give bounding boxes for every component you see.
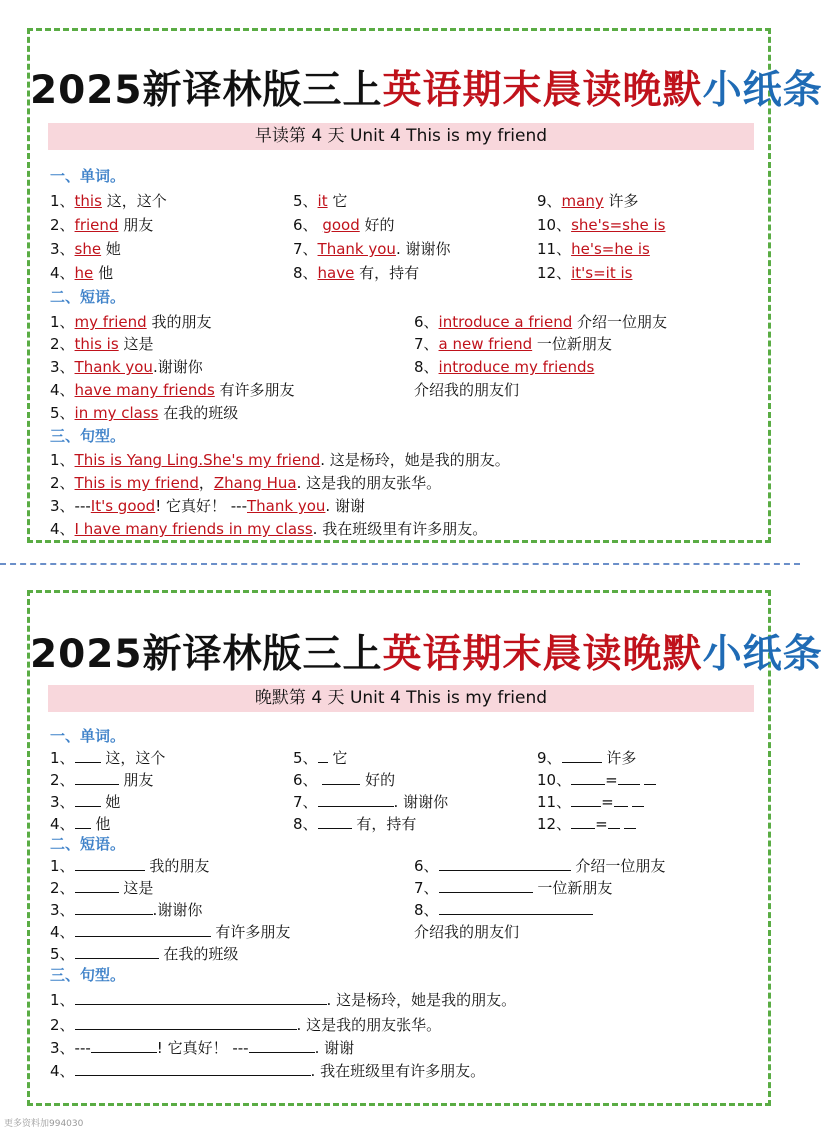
- phrase-blank-item: 4、 有许多朋友: [50, 923, 291, 941]
- sentence-item: 2、This is my friend，Zhang Hua. 这是我的朋友张华。: [50, 474, 442, 492]
- word-item: 7、Thank you. 谢谢你: [293, 240, 451, 258]
- phrase-item: 6、introduce a friend 介绍一位朋友: [414, 313, 668, 331]
- word-blank-item: 8、 有，持有: [293, 815, 417, 833]
- phrase-item: 1、my friend 我的朋友: [50, 313, 212, 331]
- section-phrases-heading: 二、短语。: [50, 835, 126, 853]
- evening-banner: 晚默第 4 天 Unit 4 This is my friend: [48, 685, 754, 712]
- word-item: 4、he 他: [50, 264, 114, 282]
- section-sentences-heading: 三、句型。: [50, 966, 126, 984]
- phrase-blank-item: 3、 .谢谢你: [50, 901, 203, 919]
- word-blank-item: 7、 . 谢谢你: [293, 793, 449, 811]
- phrase-blank-item: 5、 在我的班级: [50, 945, 239, 963]
- sentence-item: 4、I have many friends in my class. 我在班级里有许多朋友。: [50, 520, 488, 538]
- evening-card: [27, 590, 823, 1106]
- phrase-blank-item: 1、 我的朋友: [50, 857, 210, 875]
- phrase-item: 3、Thank you.谢谢你: [50, 358, 203, 376]
- word-item: 11、he's=he is: [537, 240, 650, 258]
- section-words-heading: 一、单词。: [50, 727, 126, 745]
- word-blank-item: 5、 它: [293, 749, 348, 767]
- word-blank-item: 1、 这，这个: [50, 749, 166, 767]
- word-blank-item: 2、 朋友: [50, 771, 154, 789]
- word-blank-item: 6、 好的: [293, 771, 396, 789]
- phrase-item: 8、introduce my friends: [414, 358, 595, 376]
- word-item: 3、she 她: [50, 240, 121, 258]
- sentence-item: 3、---It's good! 它真好！ ---Thank you. 谢谢: [50, 497, 365, 515]
- word-item: 6、 good 好的: [293, 216, 395, 234]
- word-blank-item: 11、 =: [537, 791, 644, 812]
- word-item: 1、this 这，这个: [50, 192, 167, 210]
- word-blank-item: 10、 =: [537, 769, 656, 790]
- morning-banner: 早读第 4 天 Unit 4 This is my friend: [48, 123, 754, 150]
- section-words-heading: 一、单词。: [50, 167, 126, 185]
- phrase-blank-item: 6、 介绍一位朋友: [414, 857, 666, 875]
- word-item: 12、it's=it is: [537, 264, 633, 282]
- phrase-item: 5、in my class 在我的班级: [50, 404, 239, 422]
- word-blank-item: 4、 他: [50, 815, 111, 833]
- word-item: 5、it 它: [293, 192, 348, 210]
- phrase-meaning: 介绍我的朋友们: [414, 381, 520, 399]
- word-item: 9、many 许多: [537, 192, 639, 210]
- morning-card: [27, 28, 823, 543]
- phrase-meaning: 介绍我的朋友们: [414, 923, 520, 941]
- phrase-blank-item: 2、 这是: [50, 879, 154, 897]
- page-title: 2025新译林版三上英语期末晨读晚默小纸条: [30, 632, 823, 677]
- word-blank-item: 3、 她: [50, 793, 121, 811]
- section-phrases-heading: 二、短语。: [50, 288, 126, 306]
- word-item: 8、have 有，持有: [293, 264, 420, 282]
- section-sentences-heading: 三、句型。: [50, 427, 126, 445]
- watermark-text: 更多资料加994030: [4, 1119, 84, 1129]
- sentence-item: 1、This is Yang Ling.She's my friend. 这是杨玲，她是我的朋友。: [50, 451, 510, 469]
- word-item: 2、friend 朋友: [50, 216, 154, 234]
- phrase-blank-item: 7、 一位新朋友: [414, 879, 613, 897]
- phrase-item: 4、have many friends 有许多朋友: [50, 381, 295, 399]
- sentence-blank-item: 4、 . 我在班级里有许多朋友。: [50, 1062, 486, 1080]
- word-blank-item: 9、 许多: [537, 749, 637, 767]
- phrase-item: 2、this is 这是: [50, 335, 154, 353]
- page-title: 2025新译林版三上英语期末晨读晚默小纸条: [30, 68, 823, 113]
- word-blank-item: 12、 =: [537, 813, 636, 834]
- sentence-blank-item: 2、 . 这是我的朋友张华。: [50, 1016, 442, 1034]
- sentence-blank-item: 3、--- ! 它真好！ --- . 谢谢: [50, 1039, 355, 1057]
- cut-line-divider: [0, 563, 800, 565]
- sentence-blank-item: 1、 . 这是杨玲，她是我的朋友。: [50, 991, 517, 1009]
- word-item: 10、she's=she is: [537, 216, 666, 234]
- phrase-item: 7、a new friend 一位新朋友: [414, 335, 612, 353]
- phrase-blank-item: 8、: [414, 899, 593, 920]
